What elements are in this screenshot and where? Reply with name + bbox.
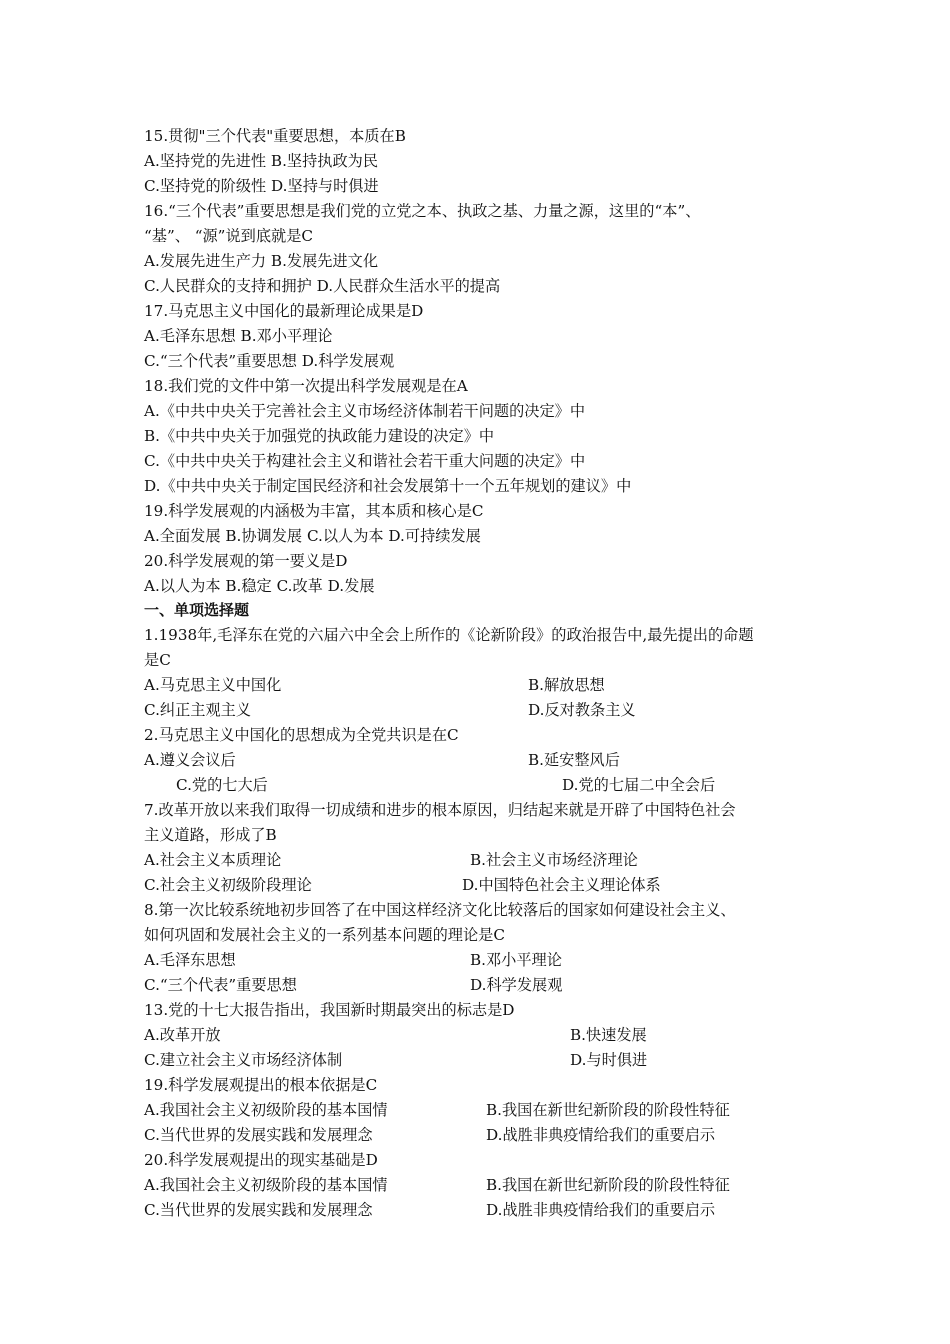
question-20b-option-c: C.当代世界的发展实践和发展理念	[144, 1201, 373, 1219]
question-8: 8.第一次比较系统地初步回答了在中国这样经济文化比较落后的国家如何建设社会主义、	[144, 901, 736, 919]
question-2-option-c: C.党的七大后	[176, 776, 268, 794]
question-15-options-cd: C.坚持党的阶级性 D.坚持与时俱进	[144, 177, 379, 195]
question-20b-option-b: B.我国在新世纪新阶段的阶段性特征	[486, 1176, 730, 1194]
question-8-option-d: D.科学发展观	[470, 976, 563, 994]
question-18-option-d: D.《中共中央关于制定国民经济和社会发展第十一个五年规划的建议》中	[144, 477, 632, 495]
question-16-options-ab: A.发展先进生产力 B.发展先进文化	[144, 252, 379, 270]
question-19: 19.科学发展观的内涵极为丰富，其本质和核心是C	[144, 502, 484, 520]
question-1-option-b: B.解放思想	[528, 676, 605, 694]
question-13: 13.党的十七大报告指出，我国新时期最突出的标志是D	[144, 1001, 515, 1019]
question-19-options: A.全面发展 B.协调发展 C.以人为本 D.可持续发展	[144, 527, 481, 545]
question-20: 20.科学发展观的第一要义是D	[144, 552, 348, 570]
question-7-option-a: A.社会主义本质理论	[144, 851, 282, 869]
question-16-options-cd: C.人民群众的支持和拥护 D.人民群众生活水平的提高	[144, 277, 501, 295]
question-8-continued: 如何巩固和发展社会主义的一系列基本问题的理论是C	[144, 926, 505, 944]
question-18: 18.我们党的文件中第一次提出科学发展观是在A	[144, 377, 468, 395]
question-20b-option-d: D.战胜非典疫情给我们的重要启示	[486, 1201, 716, 1219]
question-7-option-c: C.社会主义初级阶段理论	[144, 876, 312, 894]
question-13-option-b: B.快速发展	[570, 1026, 647, 1044]
question-17-options-cd: C.“三个代表”重要思想 D.科学发展观	[144, 352, 395, 370]
question-16: 16.“三个代表”重要思想是我们党的立党之本、执政之基、力量之源，这里的“本”、	[144, 202, 701, 220]
question-1-option-c: C.纠正主观主义	[144, 701, 252, 719]
question-18-option-a: A.《中共中央关于完善社会主义市场经济体制若干问题的决定》中	[144, 402, 586, 420]
question-19b-option-d: D.战胜非典疫情给我们的重要启示	[486, 1126, 716, 1144]
question-20-options: A.以人为本 B.稳定 C.改革 D.发展	[144, 577, 375, 595]
question-2-option-b: B.延安整风后	[528, 751, 620, 769]
question-2-option-a: A.遵义会议后	[144, 751, 236, 769]
question-13-option-a: A.改革开放	[144, 1026, 221, 1044]
section-heading: 一、单项选择题	[144, 601, 250, 619]
question-1-continued: 是C	[144, 651, 171, 669]
question-1: 1.1938年,毛泽东在党的六届六中全会上所作的《论新阶段》的政治报告中,最先提出的命题	[144, 626, 754, 644]
question-2-option-d: D.党的七届二中全会后	[562, 776, 716, 794]
question-15-options-ab: A.坚持党的先进性 B.坚持执政为民	[144, 152, 379, 170]
question-2: 2.马克思主义中国化的思想成为全党共识是在C	[144, 726, 459, 744]
question-8-option-a: A.毛泽东思想	[144, 951, 236, 969]
question-13-option-d: D.与时俱进	[570, 1051, 648, 1069]
question-19b-option-c: C.当代世界的发展实践和发展理念	[144, 1126, 373, 1144]
question-19b: 19.科学发展观提出的根本依据是C	[144, 1076, 378, 1094]
question-13-option-c: C.建立社会主义市场经济体制	[144, 1051, 343, 1069]
question-8-option-c: C.“三个代表”重要思想	[144, 976, 297, 994]
question-20b: 20.科学发展观提出的现实基础是D	[144, 1151, 378, 1169]
question-19b-option-a: A.我国社会主义初级阶段的基本国情	[144, 1101, 388, 1119]
question-15: 15.贯彻"三个代表"重要思想，本质在B	[144, 127, 406, 145]
question-17: 17.马克思主义中国化的最新理论成果是D	[144, 302, 424, 320]
question-20b-option-a: A.我国社会主义初级阶段的基本国情	[144, 1176, 388, 1194]
question-7: 7.改革开放以来我们取得一切成绩和进步的根本原因，归结起来就是开辟了中国特色社会	[144, 801, 736, 819]
question-18-option-b: B.《中共中央关于加强党的执政能力建设的决定》中	[144, 427, 495, 445]
question-19b-option-b: B.我国在新世纪新阶段的阶段性特征	[486, 1101, 730, 1119]
question-7-continued: 主义道路，形成了B	[144, 826, 277, 844]
question-7-option-b: B.社会主义市场经济理论	[470, 851, 638, 869]
question-18-option-c: C.《中共中央关于构建社会主义和谐社会若干重大问题的决定》中	[144, 452, 586, 470]
question-1-option-a: A.马克思主义中国化	[144, 676, 282, 694]
question-16-continued: “基”、 “源”说到底就是C	[144, 227, 314, 245]
question-1-option-d: D.反对教条主义	[528, 701, 636, 719]
question-17-options-ab: A.毛泽东思想 B.邓小平理论	[144, 327, 333, 345]
question-8-option-b: B.邓小平理论	[470, 951, 562, 969]
question-7-option-d: D.中国特色社会主义理论体系	[462, 876, 661, 894]
